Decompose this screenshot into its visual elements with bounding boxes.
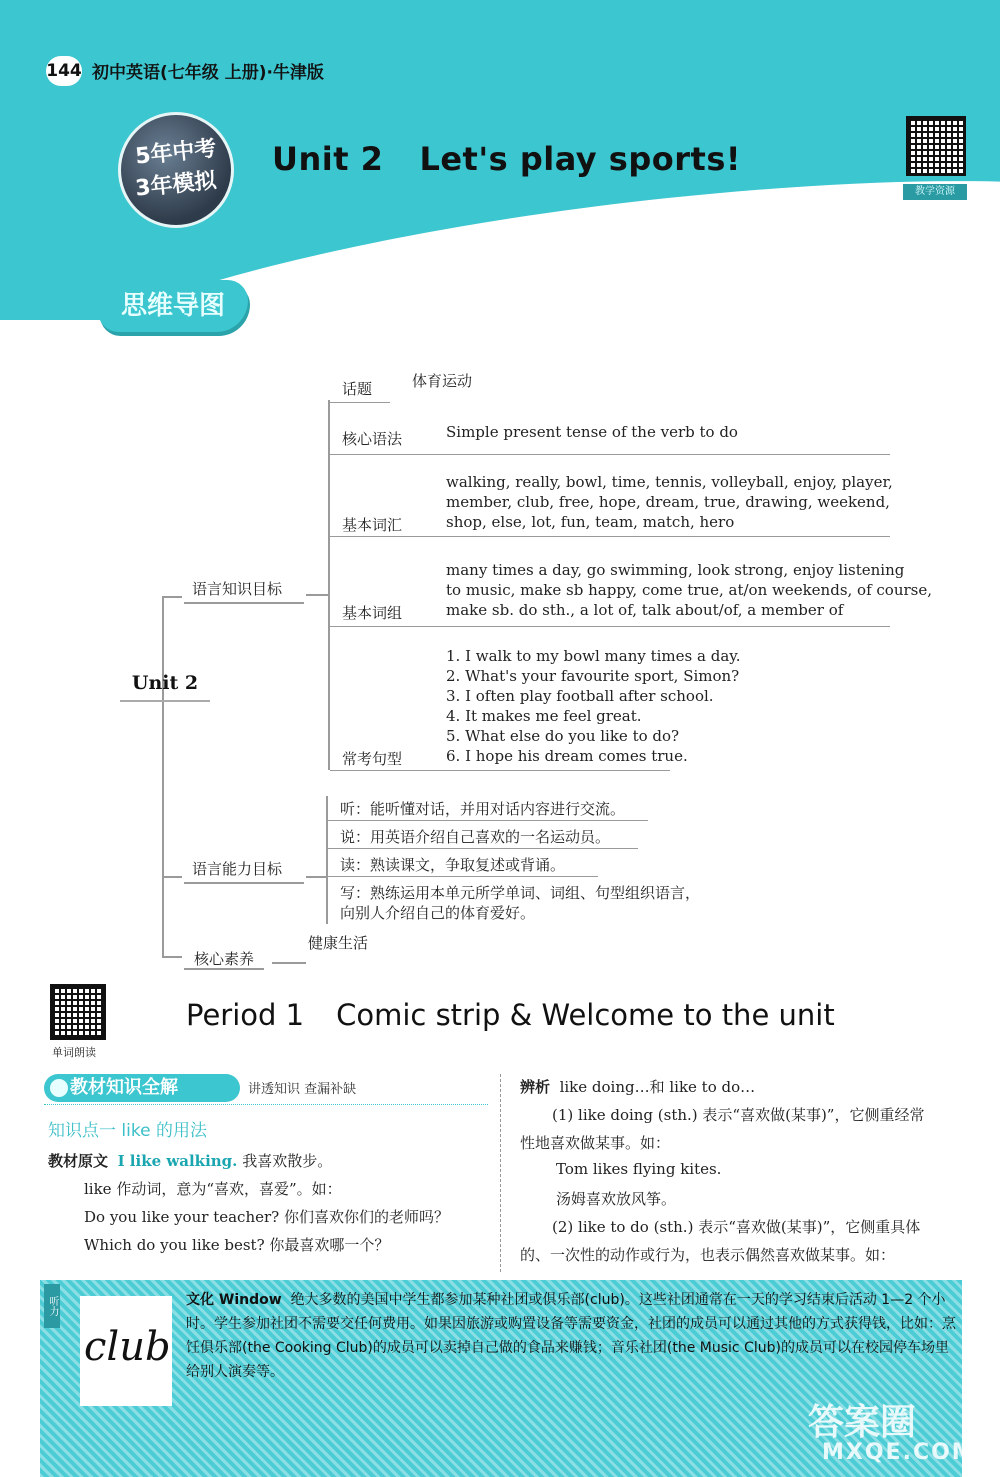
culture-title: 文化 Window: [186, 1292, 282, 1308]
phrase-line: many times a day, go swimming, look strong, enjoy listening: [446, 561, 905, 579]
row-separator: [328, 848, 638, 849]
explanation-line: like 作动词，意为“喜欢，喜爱”。如：: [84, 1180, 342, 1198]
mindmap-branch-line: [162, 876, 182, 878]
logo-line-1: 5年中考: [134, 136, 218, 170]
culture-side-tag: 听力: [44, 1284, 60, 1328]
original-english: I like walking.: [117, 1152, 238, 1170]
ability-bracket-line: [326, 796, 328, 924]
page-number: 144: [46, 56, 82, 86]
paragraph-line: 性地喜欢做某事。如：: [520, 1134, 671, 1152]
knowledge-bracket-line: [328, 400, 330, 770]
ability-writing-cont: 向别人介绍自己的体育爱好。: [340, 904, 536, 922]
example-chinese: 汤姆喜欢放风筝。: [556, 1190, 677, 1208]
mindmap-badge: 思维导图: [98, 280, 248, 332]
sentence-item: 2. What's your favourite sport, Simon?: [446, 667, 740, 685]
topic-value: 体育运动: [412, 372, 473, 390]
row-separator: [328, 820, 648, 821]
discrimination-heading: [520, 1076, 755, 1097]
mindmap-trunk-line: [162, 596, 164, 956]
period-title: [186, 998, 835, 1032]
phrase-label: 基本词组: [342, 604, 403, 622]
mindmap-branch-line: [162, 956, 182, 958]
section-badge: 教材知识全解: [44, 1074, 240, 1102]
qr-code-icon[interactable]: [50, 984, 106, 1040]
mindmap-connector-line: [306, 876, 328, 878]
branch-underline: [184, 602, 304, 604]
column-divider: [500, 1074, 501, 1272]
sentence-item: 4. It makes me feel great.: [446, 707, 642, 725]
row-separator: [328, 876, 598, 877]
culture-body: 绝大多数的美国中学生都参加某种社团或俱乐部(club)。这些社团通常在一天的学习结束后活动 1—2 个小时。学生参加社团不需要交任何费用。如果因旅游或购置设备等需要资金，社团的成员可以通过其他的方式获得钱，比如：烹饪俱乐部(the Cooking Club)的成员可以卖掉自己做的食品来赚钱；音乐社团(the Music Club)的成员可以在校园停车场里给别人演奏等。: [186, 1292, 956, 1380]
sentence-item: 1. I walk to my bowl many times a day.: [446, 647, 741, 665]
qr-code-icon[interactable]: [906, 116, 966, 176]
ability-reading: 读：熟读课文，争取复述或背诵。: [340, 856, 566, 874]
original-text-line: [48, 1150, 332, 1171]
mindmap-connector-line: [272, 962, 306, 964]
original-chinese: 我喜欢散步。: [242, 1152, 333, 1170]
row-separator: [330, 536, 890, 537]
row-separator: [330, 626, 890, 627]
branch-language-knowledge: 语言知识目标: [192, 580, 283, 598]
period-number: Period 1: [186, 998, 305, 1032]
section-subtitle: 讲透知识 查漏补缺: [248, 1082, 357, 1097]
knowledge-point-title: 知识点一 like 的用法: [48, 1121, 207, 1141]
branch-core-literacy: 核心素养: [194, 950, 255, 968]
mindmap-branch-line: [162, 596, 182, 598]
period-name: Comic strip & Welcome to the unit: [336, 998, 835, 1032]
phrase-line: to music, make sb happy, come true, at/on weekends, of course,: [446, 581, 933, 599]
qr-label-resources: 教学资源: [903, 184, 967, 200]
logo-line-2: 3年模拟: [134, 168, 218, 202]
original-label: 教材原文: [48, 1152, 109, 1170]
vocab-label: 基本词汇: [342, 516, 403, 534]
sentence-item: 3. I often play football after school.: [446, 687, 714, 705]
vocab-line: member, club, free, hope, dream, true, drawing, weekend,: [446, 493, 890, 511]
topic-label: 话题: [342, 380, 373, 398]
megaphone-icon: [50, 1079, 68, 1097]
discrimination-title: like doing…和 like to do…: [559, 1078, 756, 1096]
section-divider: [44, 1104, 488, 1105]
vocab-line: shop, else, lot, fun, team, match, hero: [446, 513, 735, 531]
row-separator: [330, 454, 890, 455]
watermark-logo: 答案圈: [808, 1402, 917, 1443]
paragraph-line: 的、一次性的动作或行为，也表示偶然喜欢做某事。如：: [520, 1246, 896, 1264]
paragraph-line: (2) like to do (sth.) 表示“喜欢做(某事)”，它侧重具体: [552, 1218, 921, 1236]
ability-speaking: 说：用英语介绍自己喜欢的一名运动员。: [340, 828, 611, 846]
grammar-label: 核心语法: [342, 430, 403, 448]
unit-label: Unit 2: [272, 140, 384, 178]
row-separator: [330, 402, 390, 403]
phrase-line: make sb. do sth., a lot of, talk about/of, a member of: [446, 601, 844, 619]
mindmap-connector-line: [306, 594, 330, 596]
sentence-label: 常考句型: [342, 750, 403, 768]
example-line: Which do you like best? 你最喜欢哪一个？: [84, 1236, 390, 1254]
unit-title: [272, 140, 741, 178]
paragraph-line: (1) like doing (sth.) 表示“喜欢做(某事)”，它侧重经常: [552, 1106, 925, 1124]
vocab-line: walking, really, bowl, time, tennis, volleyball, enjoy, player,: [446, 473, 893, 491]
row-separator: [330, 770, 670, 771]
culture-text: [186, 1288, 956, 1384]
ability-writing: 写：熟练运用本单元所学单词、词组、句型组织语言，: [340, 884, 701, 902]
grammar-value: Simple present tense of the verb to do: [446, 423, 738, 441]
example-line: Do you like your teacher? 你们喜欢你们的老师吗？: [84, 1208, 449, 1226]
qr-label-word-reading: 单词朗读: [52, 1046, 96, 1059]
discrimination-label: 辨析: [520, 1078, 551, 1096]
club-handwriting: club: [84, 1324, 171, 1370]
brand-logo: [118, 112, 234, 228]
sentence-item: 5. What else do you like to do?: [446, 727, 680, 745]
core-value: 健康生活: [308, 934, 369, 952]
branch-language-ability: 语言能力目标: [192, 860, 283, 878]
mindmap-root: Unit 2: [120, 664, 210, 702]
example-english: Tom likes flying kites.: [556, 1160, 722, 1178]
unit-name: Let's play sports!: [419, 140, 741, 178]
ability-listening: 听：能听懂对话，并用对话内容进行交流。: [340, 800, 626, 818]
watermark-url: MXQE.COM: [822, 1440, 976, 1465]
branch-underline: [184, 882, 304, 884]
sentence-item: 6. I hope his dream comes true.: [446, 747, 688, 765]
book-title: 初中英语(七年级 上册)·牛津版: [92, 63, 324, 83]
